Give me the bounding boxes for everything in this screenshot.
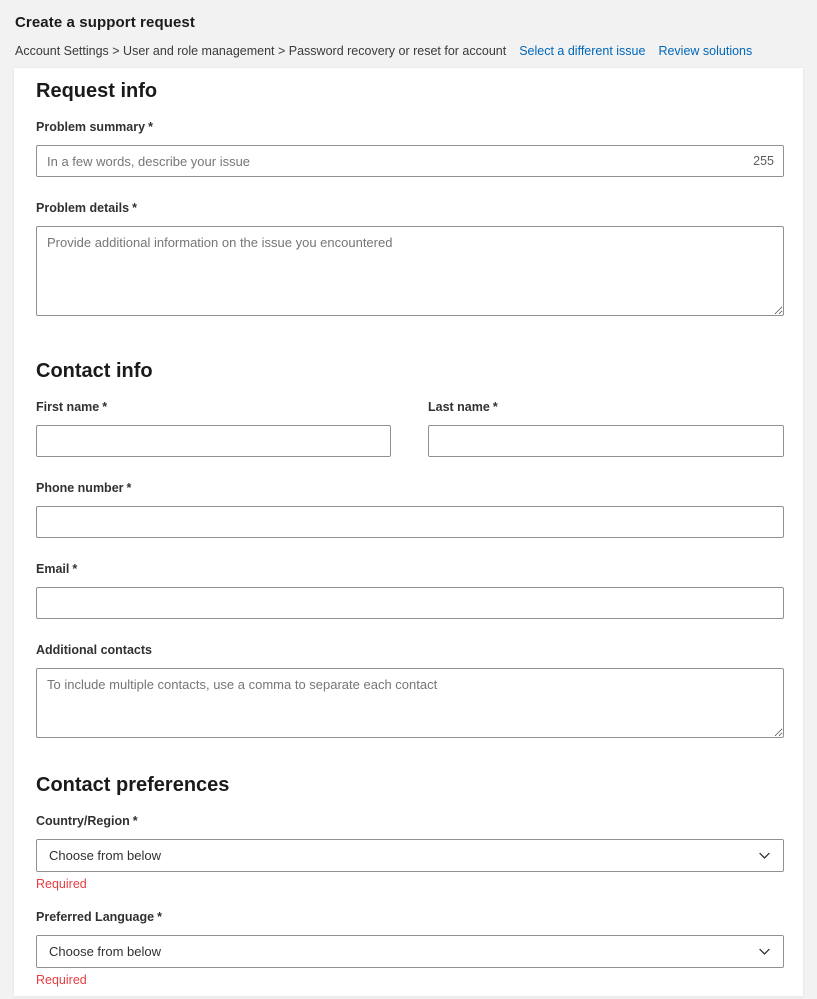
first-name-label: First name * [36,400,108,414]
required-asterisk: * [126,481,132,495]
last-name-field [428,400,784,457]
phone-number-input[interactable] [36,506,784,538]
email-label: Email * [36,562,78,576]
breadcrumb: Account Settings > User and role management > Password recovery or reset for account [15,44,507,58]
required-asterisk: * [157,910,162,924]
required-asterisk: * [132,201,137,215]
problem-details-textarea[interactable] [36,226,784,316]
last-name-input[interactable] [428,425,784,457]
problem-summary-label: Problem summary * [36,120,153,134]
additional-contacts-field [36,643,784,738]
breadcrumb-row [15,44,803,58]
last-name-label: Last name * [428,400,498,414]
required-asterisk: * [102,400,108,414]
additional-contacts-label: Additional contacts [36,643,152,657]
problem-summary-field [36,120,784,177]
page-title: Create a support request [15,14,195,31]
char-counter: 255 [753,154,774,168]
country-region-select[interactable] [36,839,784,872]
preferred-language-field [36,910,784,988]
email-input[interactable] [36,587,784,619]
first-name-input[interactable] [36,425,391,457]
names-row [36,400,784,457]
support-request-form-card [13,67,804,997]
contact-info-heading: Contact info [36,360,153,382]
required-asterisk: * [492,400,498,414]
required-asterisk: * [132,814,138,828]
select-different-issue-link[interactable]: Select a different issue [519,44,646,58]
required-asterisk: * [148,120,153,134]
contact-preferences-heading: Contact preferences [36,774,230,796]
preferred-language-select[interactable] [36,935,784,968]
required-asterisk: * [72,562,78,576]
page-header [0,0,817,58]
preferred-language-label: Preferred Language * [36,910,162,924]
email-field [36,562,784,619]
country-region-required-message: Required [36,877,87,891]
country-region-label: Country/Region * [36,814,138,828]
phone-number-label: Phone number * [36,481,132,495]
additional-contacts-textarea[interactable] [36,668,784,738]
review-solutions-link[interactable]: Review solutions [658,44,753,58]
request-info-heading: Request info [36,80,158,102]
problem-details-label: Problem details * [36,201,137,215]
problem-details-field [36,201,784,316]
first-name-field [36,400,391,457]
preferred-language-required-message: Required [36,973,87,987]
phone-number-field [36,481,784,538]
country-region-field [36,814,784,892]
problem-summary-input[interactable] [36,145,784,177]
